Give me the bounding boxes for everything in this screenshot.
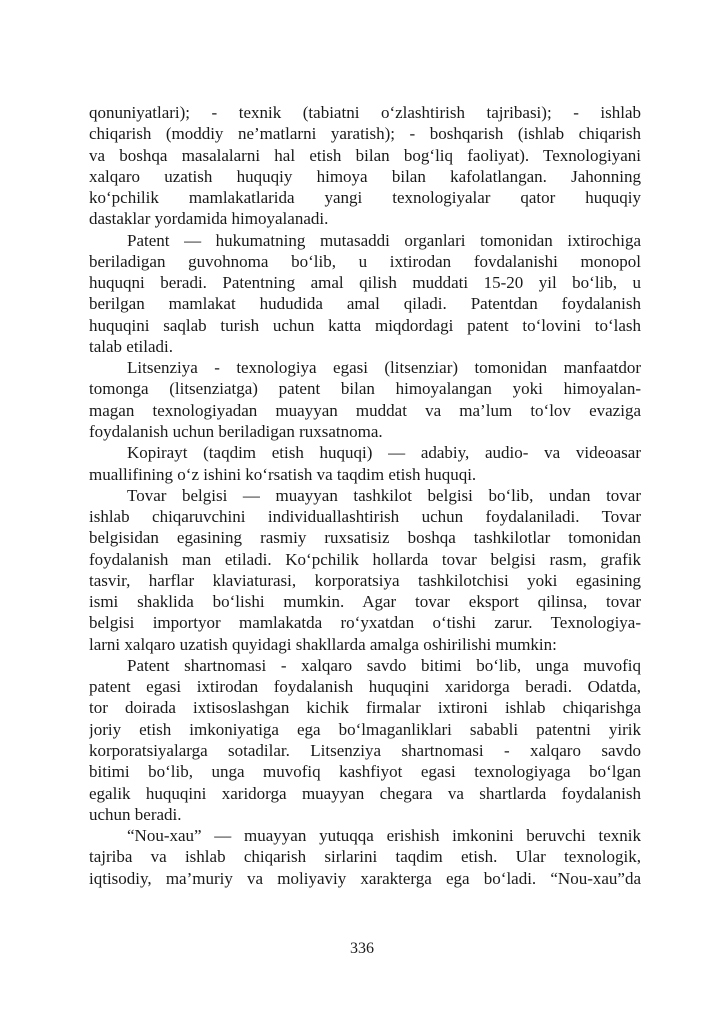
text-line: xalqaro uzatish huquqiy himoya bilan kafolatlangan. Jahonning — [89, 166, 641, 186]
text-line: Patent shartnomasi - xalqaro savdo bitimi bo‘lib, unga muvofiq — [127, 655, 641, 675]
text-line: belgisidan egasining rasmiy ruxsatisiz boshqa tashkilotlar tomonidan — [89, 528, 641, 548]
text-line: muallifining o‘z ishini ko‘rsatish va taqdim etish huquqi. — [89, 464, 477, 484]
paragraph — [89, 442, 641, 485]
text-line: tor doirada ixtisoslashgan kichik firmalar ixtironi ishlab chiqarishga — [89, 698, 641, 718]
text-line: patent egasi ixtirodan foydalanish huquqini xaridorga beradi. Odatda, — [89, 677, 641, 697]
paragraph — [89, 485, 641, 655]
text-line: chiqarish (moddiy ne’matlarni yaratish); - boshqarish (ishlab chiqarish — [89, 124, 641, 144]
text-line: huquqini saqlab turish uchun katta miqdordagi patent to‘lovini to‘lash — [89, 315, 641, 335]
text-line: ko‘pchilik mamlakatlarida yangi texnologiyalar qator huquqiy — [89, 188, 641, 208]
text-line: berilgan mamlakat hududida amal qiladi. Patentdan foydalanish — [89, 294, 641, 314]
text-line: huquqni beradi. Patentning amal qilish muddati 15-20 yil bo‘lib, u — [89, 273, 641, 293]
text-line: tajriba va ishlab chiqarish sirlarini taqdim etish. Ular texnologik, — [89, 847, 641, 867]
text-line: Tovar belgisi — muayyan tashkilot belgisi bo‘lib, undan tovar — [127, 485, 641, 505]
text-line: tasvir, harflar klaviaturasi, korporatsiya tashkilotchisi yoki egasining — [89, 570, 641, 590]
text-line: dastaklar yordamida himoyalanadi. — [89, 209, 329, 229]
text-line: egalik huquqini xaridorga muayyan chegara va shartlarda foydalanish — [89, 783, 641, 803]
text-line: Litsenziya - texnologiya egasi (litsenziar) tomonidan manfaatdor — [127, 358, 641, 378]
text-line: uchun beradi. — [89, 804, 182, 824]
text-line: tomonga (litsenziatga) patent bilan himoyalangan yoki himoyalan- — [89, 379, 641, 399]
text-line: ismi shaklida bo‘lishi mumkin. Agar tovar eksport qilinsa, tovar — [89, 592, 641, 612]
text-line: Kopirayt (taqdim etish huquqi) — adabiy, audio- va videoasar — [127, 443, 641, 463]
page-body — [89, 102, 641, 889]
text-line: korporatsiyalarga sotadilar. Litsenziya shartnomasi - xalqaro savdo — [89, 740, 641, 760]
text-line: foydalanish uchun beriladigan ruxsatnoma. — [89, 421, 383, 441]
text-line: larni xalqaro uzatish quyidagi shakllarda amalga oshirilishi mumkin: — [89, 634, 557, 654]
paragraph — [89, 357, 641, 442]
text-line: qonuniyatlari); - texnik (tabiatni o‘zlashtirish tajribasi); - ishlab — [89, 103, 641, 122]
text-line: iqtisodiy, ma’muriy va moliyaviy xarakterga ega bo‘ladi. “Nou-xau”da — [89, 868, 641, 888]
paragraph — [89, 825, 641, 889]
text-line: foydalanish man etiladi. Ko‘pchilik hollarda tovar belgisi rasm, grafik — [89, 549, 641, 569]
text-line: “Nou-xau” — muayyan yutuqqa erishish imkonini beruvchi texnik — [127, 826, 641, 846]
paragraph — [89, 655, 641, 825]
text-line: ishlab chiqaruvchini individuallashtirish uchun foydalaniladi. Tovar — [89, 507, 641, 527]
paragraph — [89, 102, 641, 230]
text-line: talab etiladi. — [89, 336, 174, 356]
text-line: Patent — hukumatning mutasaddi organlari tomonidan ixtirochiga — [127, 230, 641, 250]
text-line: belgisi importyor mamlakatda ro‘yxatdan o‘tishi zarur. Texnologiya- — [89, 613, 641, 633]
text-line: magan texnologiyadan muayyan muddat va ma’lum to‘lov evaziga — [89, 400, 641, 420]
text-line: joriy etish imkoniyatiga ega bo‘lmaganliklari sababli patentni yirik — [89, 719, 641, 739]
text-line: bitimi bo‘lib, unga muvofiq kashfiyot egasi texnologiyaga bo‘lgan — [89, 762, 641, 782]
paragraph — [89, 230, 641, 358]
page-number: 336 — [350, 940, 374, 957]
text-line: beriladigan guvohnoma bo‘lib, u ixtirodan fovdalanishi monopol — [89, 251, 641, 271]
text-line: va boshqa masalalarni hal etish bilan bog‘liq faoliyat). Texnologiyani — [89, 145, 641, 165]
